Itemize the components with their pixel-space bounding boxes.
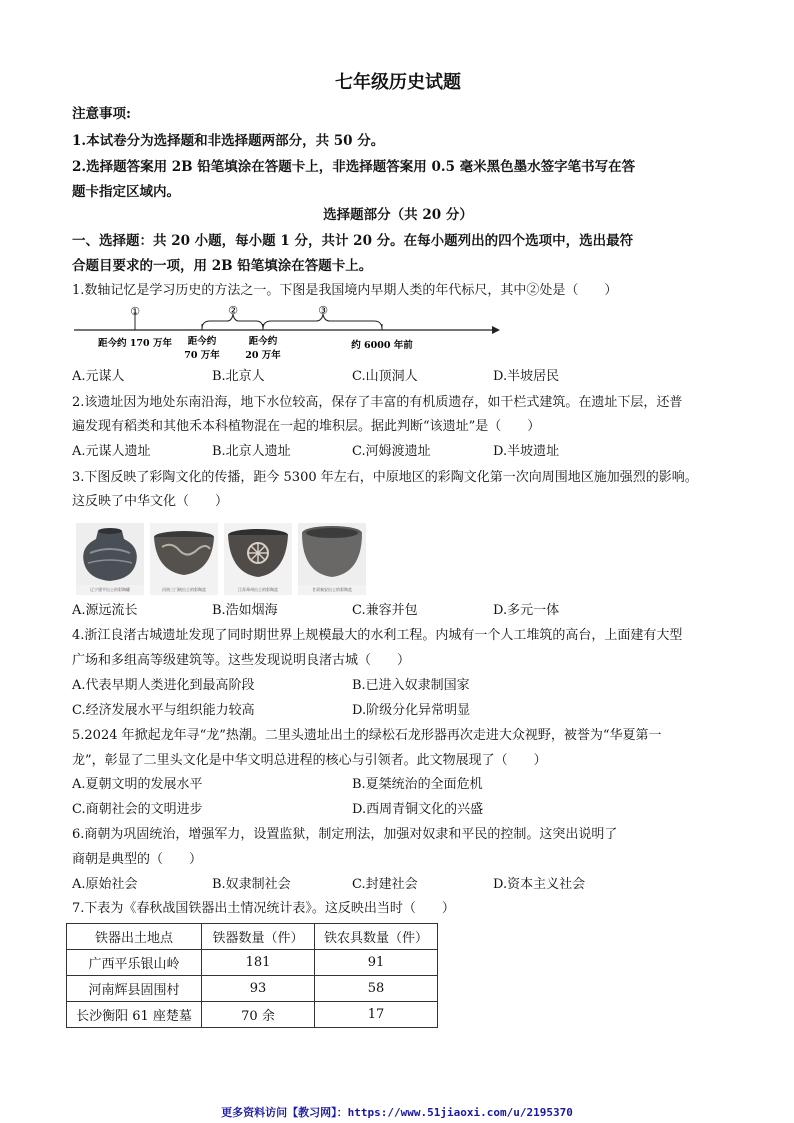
pottery-caption: 甘肃秦安出土的彩陶盆 (298, 585, 366, 595)
option-a: A.元谋人 (72, 369, 125, 384)
option-b: B.北京人遗址 (212, 444, 291, 459)
table-header: 铁器出土地点 (67, 924, 202, 950)
option-b: B.已进入奴隶制国家 (352, 678, 470, 693)
option-c: C.经济发展水平与组织能力较高 (72, 703, 255, 718)
option-d: D.半坡居民 (493, 369, 560, 384)
table-row (67, 950, 438, 976)
question-2-stem: 2.该遗址因为地处东南沿海，地下水位较高，保存了丰富的有机质遗存，如干栏式建筑。在遗址下层，还普 (72, 395, 683, 410)
pottery-jar-image (76, 523, 144, 595)
option-d: D.阶级分化异常明显 (352, 703, 471, 718)
pottery-basin-image (150, 523, 218, 595)
option-b: B.北京人 (212, 369, 265, 384)
question-3-stem: 这反映了中华文化（ ） (72, 494, 229, 509)
table-header: 铁农具数量（件） (315, 924, 438, 950)
option-c: C.河姆渡遗址 (352, 444, 431, 459)
question-4-stem: 广场和多组高等级建筑等。这些发现说明良渚古城（ ） (72, 653, 411, 668)
timeline-label: 距今约 (187, 336, 217, 347)
question-5-stem: 龙”，彰显了二里头文化是中华文明总进程的核心与引领者。此文物展现了（ ） (72, 753, 547, 768)
pottery-images (76, 523, 366, 595)
timeline-marker: ② (228, 304, 238, 317)
timeline-marker: ① (130, 305, 140, 318)
table-row (67, 976, 438, 1002)
timeline-label: 20 万年 (245, 350, 281, 361)
pottery-caption: 江苏邳州出土的彩陶盆 (224, 585, 292, 595)
pottery-caption: 辽宁建平出土的彩陶罐 (76, 585, 144, 595)
table-cell: 长沙衡阳 61 座楚墓 (67, 1002, 202, 1028)
pottery-basin-image (298, 523, 366, 595)
page-title: 七年级历史试题 (335, 72, 461, 93)
table-cell: 70 余 (202, 1002, 315, 1028)
option-d: D.多元一体 (493, 603, 560, 618)
question-5-stem: 5.2024 年掀起龙年寻“龙”热潮。二里头遗址出土的绿松石龙形器再次走进大众视野，被誉为“华夏第一 (72, 728, 662, 743)
table-cell: 河南辉县固围村 (67, 976, 202, 1002)
timeline-label: 约 6000 年前 (351, 340, 413, 351)
footer-link[interactable]: 更多资料访问【教习网】：https://www.51jiaoxi.com/u/2195370 (221, 1106, 573, 1119)
option-d: D.西周青铜文化的兴盛 (352, 802, 484, 817)
option-c: C.商朝社会的文明进步 (72, 802, 203, 817)
notice-heading: 注意事项: (72, 106, 131, 122)
notice-item: 2.选择题答案用 2B 铅笔填涂在答题卡上，非选择题答案用 0.5 毫米黑色墨水签字笔书写在答 (72, 159, 636, 175)
question-3-stem: 3.下图反映了彩陶文化的传播，距今 5300 年左右，中原地区的彩陶文化第一次向周围地区施加强烈的影响。 (72, 470, 698, 485)
section-title: 选择题部分（共 20 分） (323, 207, 473, 223)
option-b: B.奴隶制社会 (212, 877, 291, 892)
table-header: 铁器数量（件） (202, 924, 315, 950)
timeline-label: 距今约 (248, 336, 278, 347)
timeline-graphic (72, 304, 502, 364)
instructions-line: 一、选择题：共 20 小题，每小题 1 分，共计 20 分。在每小题列出的四个选项中，选出最符 (72, 233, 634, 249)
question-2-stem: 遍发现有稻类和其他禾本科植物混在一起的堆积层。据此判断“该遗址”是（ ） (72, 419, 541, 434)
question-4-stem: 4.浙江良渚古城遗址发现了同时期世界上规模最大的水利工程。内城有一个人工堆筑的高台，上面建有大型 (72, 628, 683, 643)
notice-item: 题卡指定区域内。 (72, 184, 180, 200)
question-6-stem: 商朝是典型的（ ） (72, 852, 203, 867)
option-c: C.兼容并包 (352, 603, 418, 618)
table-header-row (67, 924, 438, 950)
timeline-diagram (72, 304, 502, 364)
timeline-arrow (492, 326, 500, 334)
table-cell: 58 (315, 976, 438, 1002)
table-cell: 17 (315, 1002, 438, 1028)
timeline-label: 70 万年 (184, 350, 220, 361)
option-b: B.夏桀统治的全面危机 (352, 777, 483, 792)
option-a: A.夏朝文明的发展水平 (72, 777, 203, 792)
option-b: B.浩如烟海 (212, 603, 278, 618)
iron-artifacts-table (66, 923, 438, 1028)
timeline-marker: ③ (318, 304, 328, 317)
pottery-basin-image (224, 523, 292, 595)
table-cell: 181 (202, 950, 315, 976)
table-cell: 93 (202, 976, 315, 1002)
option-d: D.半坡遗址 (493, 444, 560, 459)
option-d: D.资本主义社会 (493, 877, 586, 892)
table-cell: 91 (315, 950, 438, 976)
pottery-caption: 河南三门峡出土的彩陶盆 (150, 585, 218, 595)
option-c: C.山顶洞人 (352, 369, 418, 384)
question-1-stem: 1.数轴记忆是学习历史的方法之一。下图是我国境内早期人类的年代标尺，其中②处是（ ） (72, 283, 618, 298)
table-cell: 广西平乐银山岭 (67, 950, 202, 976)
option-a: A.原始社会 (72, 877, 138, 892)
notice-item: 1.本试卷分为选择题和非选择题两部分，共 50 分。 (72, 133, 385, 149)
instructions-line: 合题目要求的一项，用 2B 铅笔填涂在答题卡上。 (72, 258, 373, 274)
question-6-stem: 6.商朝为巩固统治，增强军力，设置监狱，制定刑法，加强对奴隶和平民的控制。这突出说明了 (72, 827, 618, 842)
option-c: C.封建社会 (352, 877, 418, 892)
question-7-stem: 7.下表为《春秋战国铁器出土情况统计表》。这反映出当时（ ） (72, 901, 455, 916)
timeline-label: 距今约 170 万年 (98, 338, 172, 349)
option-a: A.元谋人遗址 (72, 444, 151, 459)
option-a: A.源远流长 (72, 603, 138, 618)
table-row (67, 1002, 438, 1028)
option-a: A.代表早期人类进化到最高阶段 (72, 678, 255, 693)
